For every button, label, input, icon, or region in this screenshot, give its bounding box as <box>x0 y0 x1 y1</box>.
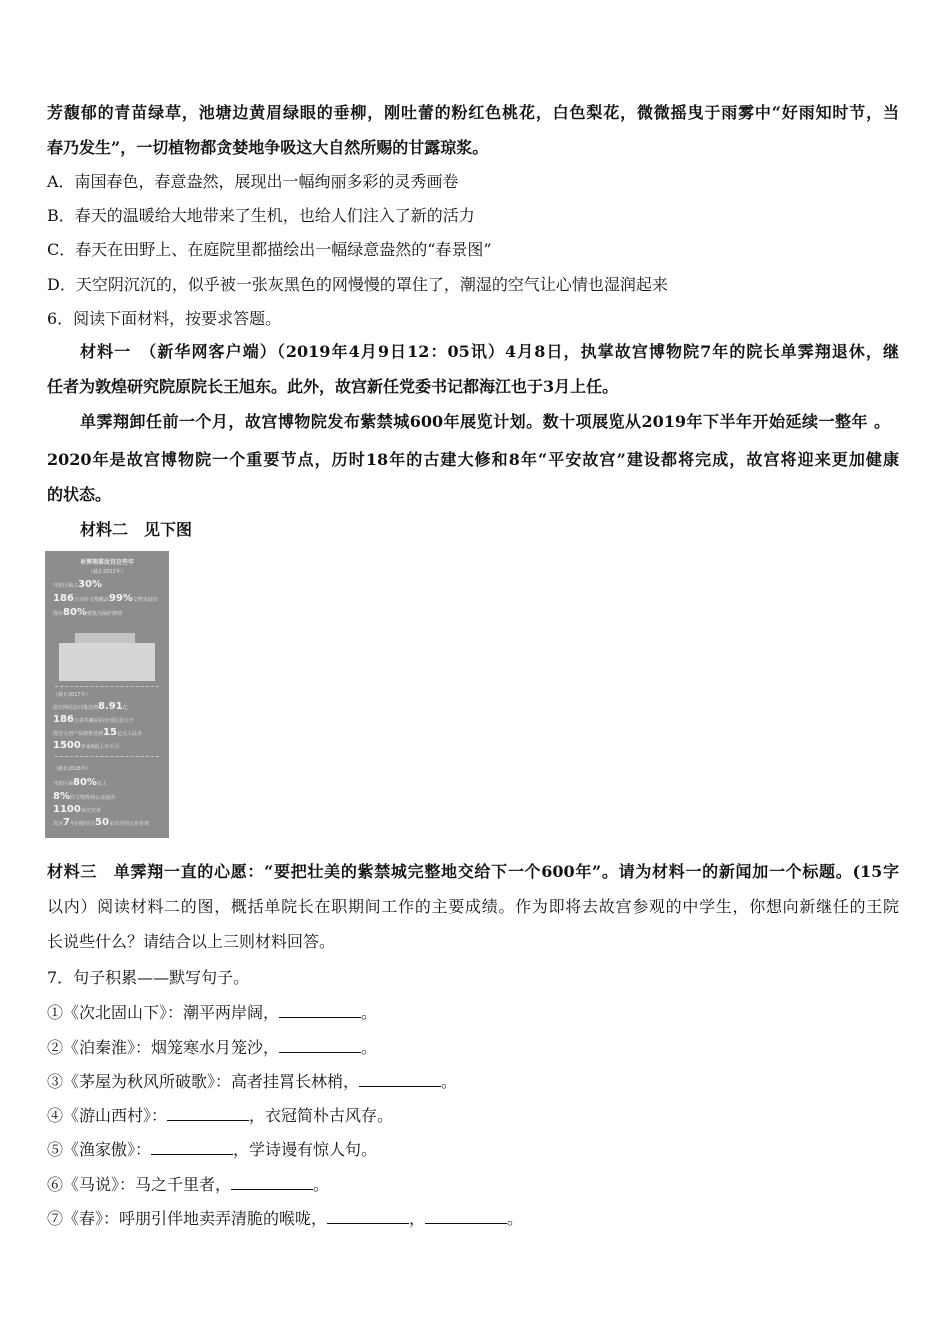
answer-blank[interactable] <box>231 1175 313 1190</box>
material3-line2: 以内）阅读材料二的图，概括单院长在职期间工作的主要成绩。作为即将去故宫参观的中学生，你想向新继任的王院 <box>47 897 899 916</box>
answer-blank[interactable] <box>425 1209 507 1224</box>
divider <box>55 686 159 687</box>
q5-option-b: B．春天的温暖给大地带来了生机，也给人们注入了新的活力 <box>47 206 475 225</box>
divider <box>55 756 159 757</box>
stat-line: 现存80%建筑为保护修缮 <box>53 607 122 618</box>
material1b-line2: 2020年是故宫博物院一个重要节点，历时18年的古建大修和8年“平安故宫”建设都将完成，故宫将迎来更加健康 <box>47 450 899 469</box>
answer-blank[interactable] <box>279 1003 361 1018</box>
q5-option-a: A．南国春色，春意盎然，展现出一幅绚丽多彩的灵秀画卷 <box>47 172 459 191</box>
stat-line: 186万多件藏品的全部信息公开 <box>53 714 134 725</box>
recite-item-6: ⑥《马说》：马之千里者， 。 <box>47 1175 330 1194</box>
infographic-image <box>45 551 169 838</box>
answer-blank[interactable] <box>279 1038 361 1053</box>
q5-passage-line1: 芳馥郁的青苗绿草，池塘边黄眉绿眼的垂柳，刚吐蕾的粉红色桃花，白色梨花，微微摇曳于雨雾中“好雨知时节，当 <box>47 103 899 122</box>
material1b-line1: 单霁翔卸任前一个月，故宫博物院发布紫禁城600年展览计划。数十项展览从2019年下半年开始延续一整年 。 <box>80 412 890 431</box>
stat-line: 1500多家A股上市公司 <box>53 740 120 751</box>
stat-line: 186万余件文物藏品99%文物未展出 <box>53 593 158 604</box>
answer-blank[interactable] <box>327 1209 409 1224</box>
recite-item-2: ②《泊秦淮》：烟笼寒水月笼沙， 。 <box>47 1038 378 1057</box>
answer-blank[interactable] <box>151 1140 233 1155</box>
recite-item-5: ⑤《渔家傲》： ，学诗谩有惊人句。 <box>47 1140 378 1159</box>
material2-label: 材料二 见下图 <box>80 520 193 539</box>
material1b-line3: 的状态。 <box>47 485 112 504</box>
answer-blank[interactable] <box>359 1072 441 1087</box>
period-label: （截止2012年） <box>88 569 126 575</box>
stat-line: 故宫7年间接待过50多次外国元首参观 <box>53 817 149 828</box>
stat-line: 8%的文物得到公众展出 <box>53 791 115 802</box>
material1-line1: 材料一 （新华网客户端）（2019年4月9日12：05讯）4月8日，执掌故宫博物院7年的院长单霁翔退休，继 <box>80 342 899 361</box>
answer-blank[interactable] <box>167 1106 249 1121</box>
palace-illustration-base <box>59 643 155 681</box>
q5-option-d: D．天空阴沉沉的，似乎被一张灰黑色的网慢慢的罩住了，潮湿的空气让心情也湿润起来 <box>47 275 668 294</box>
stat-line: 开放区域80%以上 <box>53 777 107 788</box>
material1-line2: 任者为敦煌研究院原院长王旭东。此外，故宫新任党委书记都海江也于3月上任。 <box>47 377 619 396</box>
recite-item-1: ①《次北固山下》：潮平两岸阔， 。 <box>47 1003 378 1022</box>
q6-title: 6．阅读下面材料，按要求答题。 <box>47 309 282 328</box>
q5-passage-line2: 春乃发生”，一切植物都贪婪地争吸这大自然所赐的甘露琼浆。 <box>47 138 489 157</box>
q5-option-c: C．春天在田野上、在庭院里都描绘出一幅绿意盎然的“春景图” <box>47 240 492 259</box>
stat-line: 故宫网站访问量达到8.91亿 <box>53 701 128 712</box>
material3-line1: 材料三 单霁翔一直的心愿：“要把壮美的紫禁城完整地交给下一个600年”。请为材料一的新闻加一个标题。(15字 <box>47 862 899 881</box>
stat-line: 开放区域占30% <box>53 579 102 590</box>
material3-line3: 长说些什么？请结合以上三则材料回答。 <box>47 932 336 951</box>
recite-item-3: ③《茅屋为秋风所破歌》：高者挂罥长林梢， 。 <box>47 1072 458 1091</box>
q7-title: 7．句子积累——默写句子。 <box>47 968 250 987</box>
recite-item-4: ④《游山西村》： ，衣冠简朴古风存。 <box>47 1106 394 1125</box>
stat-line: 1100多次宣讲 <box>53 804 101 815</box>
period-label: （截止2018年） <box>53 766 91 772</box>
stat-line: 故宫文创产品销售达到15亿元人民币 <box>53 727 142 738</box>
infographic-title: 单霁翔掌故宫这些年 <box>79 559 134 566</box>
period-label: （截止2017年） <box>53 692 91 698</box>
recite-item-7: ⑦《春》：呼朋引伴地卖弄清脆的喉咙， ， 。 <box>47 1209 524 1228</box>
